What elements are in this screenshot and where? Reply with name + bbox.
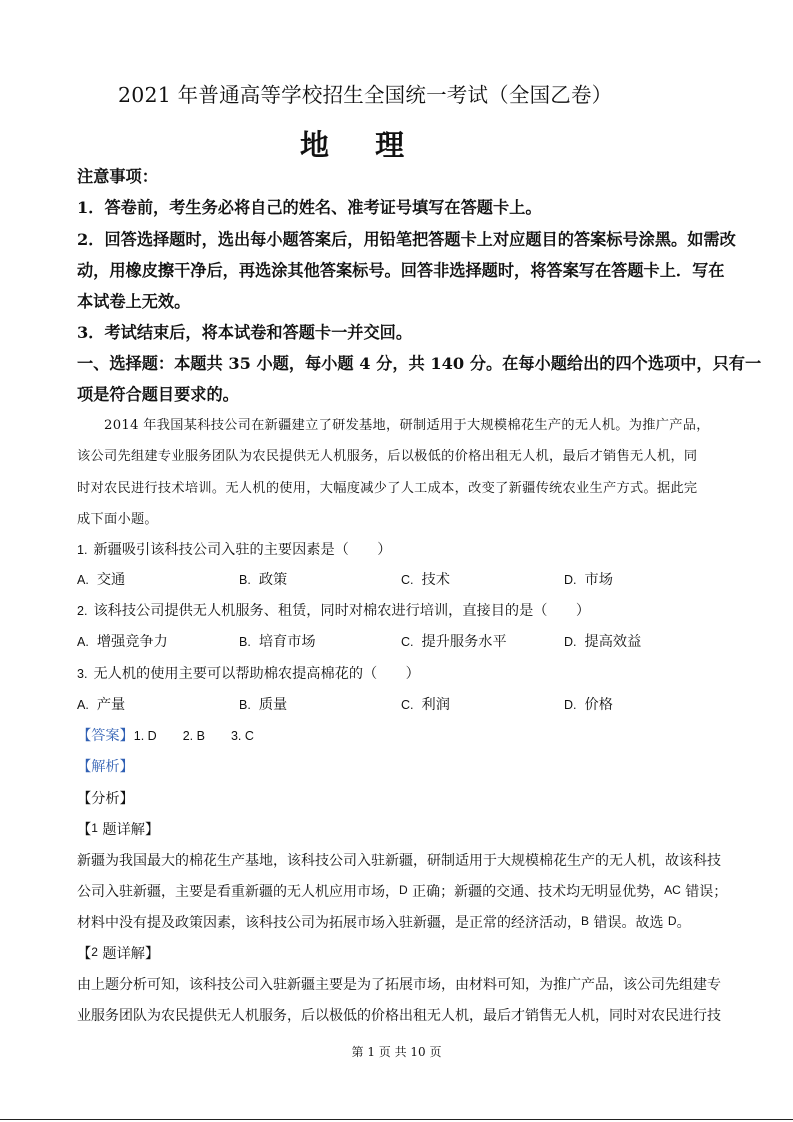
- notice-item-2-cont: 动，用橡皮擦干净后，再选涂其他答案标号。回答非选择题时，将答案写在答题卡上．写在: [77, 261, 725, 280]
- section-heading: 一、选择题：本题共 35 小题，每小题 4 分，共 140 分。在每小题给出的四个选项中，只有一: [77, 354, 762, 373]
- q2-option-b: B. 培育市场: [239, 634, 316, 650]
- detail-2-line-2: 业服务团队为农民提供无人机服务，后以极低的价格出租无人机，最后才销售无人机，同时对农民进行技: [77, 1008, 721, 1024]
- answer-3: 3. C: [230, 729, 254, 743]
- notice-item-3: 3．考试结束后，将本试卷和答题卡一并交回。: [77, 323, 413, 342]
- exam-title: 2021 年普通高等学校招生全国统一考试（全国乙卷）: [118, 83, 613, 107]
- q2-option-a: A. 增强竞争力: [77, 634, 168, 650]
- q1-option-c: C. 技术: [401, 572, 450, 588]
- question-number: 2.: [77, 604, 88, 618]
- detail-1-line-3: 材料中没有提及政策因素，该科技公司为拓展市场入驻新疆，是正常的经济活动，B 错误。故选 D。: [77, 914, 691, 931]
- detail-2-heading: 【2 题详解】: [77, 945, 160, 962]
- q3-option-c: C. 利润: [401, 697, 450, 713]
- question-number: 3.: [77, 667, 88, 681]
- jiexi-tag: 【解析】: [77, 759, 134, 775]
- subject-title: 地 理: [300, 128, 423, 162]
- page-footer: 第 1 页 共 10 页: [351, 1045, 442, 1059]
- answer-line: [77, 725, 254, 745]
- fenxi-heading: 【分析】: [77, 791, 134, 807]
- section-heading-cont: 项是符合题目要求的。: [77, 385, 239, 404]
- detail-1-line-2: 公司入驻新疆，主要是看重新疆的无人机应用市场，D 正确；新疆的交通、技术均无明显优势，AC 错误；: [77, 883, 728, 900]
- q1-option-d: D. 市场: [564, 572, 613, 588]
- bottom-divider: [0, 1119, 793, 1120]
- q3-option-b: B. 质量: [239, 697, 288, 713]
- q1-option-b: B. 政策: [239, 572, 288, 588]
- q2-option-c: C. 提升服务水平: [401, 634, 507, 650]
- question-2: [77, 600, 590, 620]
- notice-item-2: 2．回答选择题时，选出每小题答案后，用铅笔把答题卡上对应题目的答案标号涂黑。如需改: [77, 230, 736, 249]
- q2-option-d: D. 提高效益: [564, 634, 642, 650]
- q3-option-a: A. 产量: [77, 697, 126, 713]
- notice-item-2-end: 本试卷上无效。: [77, 292, 191, 311]
- question-3: [77, 663, 420, 683]
- q3-option-d: D. 价格: [564, 697, 613, 713]
- detail-2-line-1: 由上题分析可知，该科技公司入驻新疆主要是为了拓展市场，由材料可知，为推广产品，该公司先组建专: [77, 977, 721, 993]
- question-number: 1.: [77, 543, 88, 557]
- passage-line-1: 2014 年我国某科技公司在新疆建立了研发基地，研制适用于大规模棉花生产的无人机。为推广产品，: [104, 418, 710, 433]
- q1-option-a: A. 交通: [77, 572, 126, 588]
- question-1: [77, 539, 391, 559]
- notice-item-1: 1．答卷前，考生务必将自己的姓名、准考证号填写在答题卡上。: [77, 198, 542, 217]
- answer-tag: 【答案】: [77, 728, 134, 744]
- question-text: 该科技公司提供无人机服务、租赁，同时对棉农进行培训，直接目的是（ ）: [93, 603, 591, 619]
- detail-1-line-1: 新疆为我国最大的棉花生产基地，该科技公司入驻新疆，研制适用于大规模棉花生产的无人机，故该科技: [77, 853, 721, 869]
- question-text: 无人机的使用主要可以帮助棉农提高棉花的（ ）: [93, 666, 420, 682]
- answer-1: 1. D: [133, 729, 157, 743]
- passage-line-2: 该公司先组建专业服务团队为农民提供无人机服务，后以极低的价格出租无人机，最后才销售无人机，同: [77, 449, 698, 464]
- notice-heading: 注意事项：: [77, 167, 158, 186]
- passage-line-4: 成下面小题。: [77, 512, 158, 527]
- question-text: 新疆吸引该科技公司入驻的主要因素是（ ）: [93, 542, 392, 558]
- passage-line-3: 时对农民进行技术培训。无人机的使用，大幅度减少了人工成本，改变了新疆传统农业生产方式。据此完: [77, 481, 698, 496]
- detail-1-heading: 【1 题详解】: [77, 821, 160, 838]
- answer-2: 2. B: [182, 729, 205, 743]
